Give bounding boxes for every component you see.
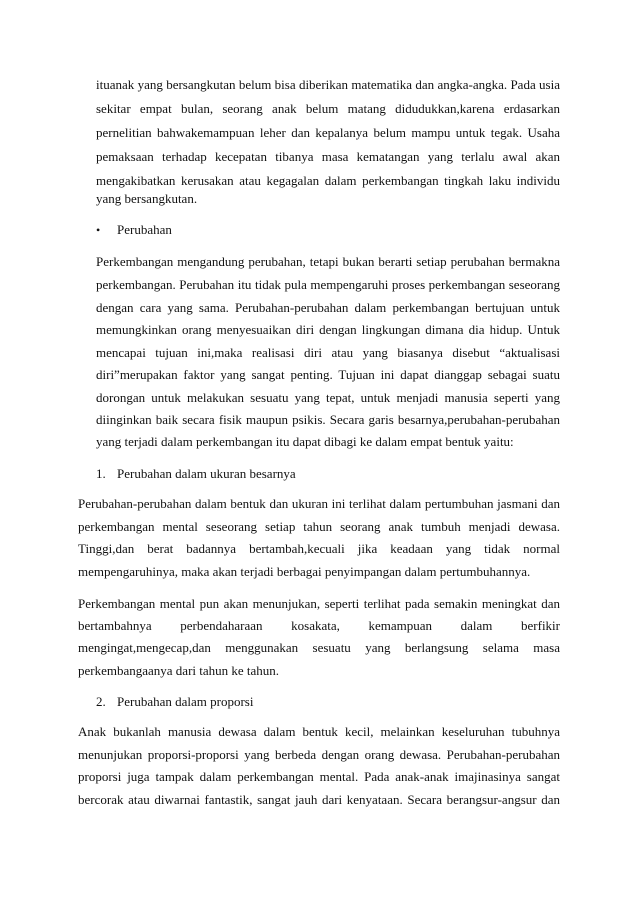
para1-line-4: pemaksaan terhadap kecepatan tibanya masa kematangan yang terlalu awal akan	[96, 149, 560, 164]
para5-line-2: menunjukan proporsi-proporsi yang berbeda dengan orang dewasa. Perubahan-perubahan	[78, 747, 560, 762]
para5-line-4: bercorak atau diwarnai fantastik, sangat jauh dari kenyataan. Secara berangsur-angsur dan	[78, 792, 560, 807]
para3-line-1: Perubahan-perubahan dalam bentuk dan ukuran ini terlihat dalam pertumbuhan jasmani dan	[78, 496, 560, 511]
para2-line-5: mencapai tujuan ini,maka realisasi diri atau yang biasanya disebut “aktualisasi	[96, 345, 560, 360]
para4-line-1: Perkembangan mental pun akan menunjukan, seperti terlihat pada semakin meningkat dan	[78, 596, 560, 611]
bullet-dot-icon: •	[96, 223, 101, 237]
item2-heading: Perubahan dalam proporsi	[117, 694, 254, 709]
para5-line-3: proporsi juga tampak dalam perkembangan mental. Pada anak-anak imajinasinya sangat	[78, 769, 560, 784]
para3-line-2: perkembangan mental seseorang setiap tahun seorang anak tumbuh menjadi dewasa.	[78, 519, 560, 534]
item2-number: 2.	[96, 694, 106, 709]
para2-line-3: dengan cara yang sama. Perubahan-perubahan dalam perkembangan bertujuan untuk	[96, 300, 560, 315]
item1-heading: Perubahan dalam ukuran besarnya	[117, 466, 296, 481]
para4-line-2: bertambahnya perbendaharaan kosakata, kemampuan dalam berfikir	[78, 618, 560, 633]
bullet-heading: Perubahan	[117, 222, 172, 237]
para2-line-8: diinginkan baik secara fisik maupun psikis. Secara garis besarnya,perubahan-perubahan	[96, 412, 560, 427]
item1-number: 1.	[96, 466, 106, 481]
para4-line-3: mengingat,mengecap,dan menggunakan sesuatu yang berlangsung selama masa	[78, 640, 560, 655]
para1-line-2: sekitar empat bulan, seorang anak belum matang didudukkan,karena erdasarkan	[96, 101, 560, 116]
para2-line-2: perkembangan. Perubahan itu tidak pula mempengaruhi proses perkembangan seseorang	[96, 277, 560, 292]
para2-line-9: yang terjadi dalam perkembangan itu dapat dibagi ke dalam empat bentuk yaitu:	[96, 434, 514, 449]
para2-line-1: Perkembangan mengandung perubahan, tetapi bukan berarti setiap perubahan bermakna	[96, 254, 560, 269]
para3-line-4: mempengaruhinya, maka akan terjadi berbagai penyimpangan dalam pertumbuhannya.	[78, 564, 531, 579]
para5-line-1: Anak bukanlah manusia dewasa dalam bentuk kecil, melainkan keseluruhan tubuhnya	[78, 724, 560, 739]
para1-line-6: yang bersangkutan.	[96, 191, 198, 206]
para2-line-4: memungkinkan orang menyesuaikan diri dengan lingkungan dimana dia hidup. Untuk	[96, 322, 560, 337]
para1-line-3: pernelitian bahwakemampuan leher dan kepalanya belum mampu untuk tegak. Usaha	[96, 125, 560, 140]
para1-line-5: mengakibatkan kerusakan atau kegagalan dalam perkembangan tingkah laku individu	[96, 173, 560, 188]
para3-line-3: Tinggi,dan berat badannya bertambah,kecuali jika keadaan yang tidak normal	[78, 541, 560, 556]
para2-line-7: dorongan untuk melakukan sesuatu yang tepat, untuk menjadi manusia seperti yang	[96, 390, 560, 405]
para2-line-6: diri”merupakan faktor yang sangat penting. Tujuan ini dapat dianggap sebagai suatu	[96, 367, 560, 382]
para1-line-1: ituanak yang bersangkutan belum bisa diberikan matematika dan angka-angka. Pada usia	[96, 77, 560, 92]
para4-line-4: perkembangaanya dari tahun ke tahun.	[78, 663, 280, 678]
